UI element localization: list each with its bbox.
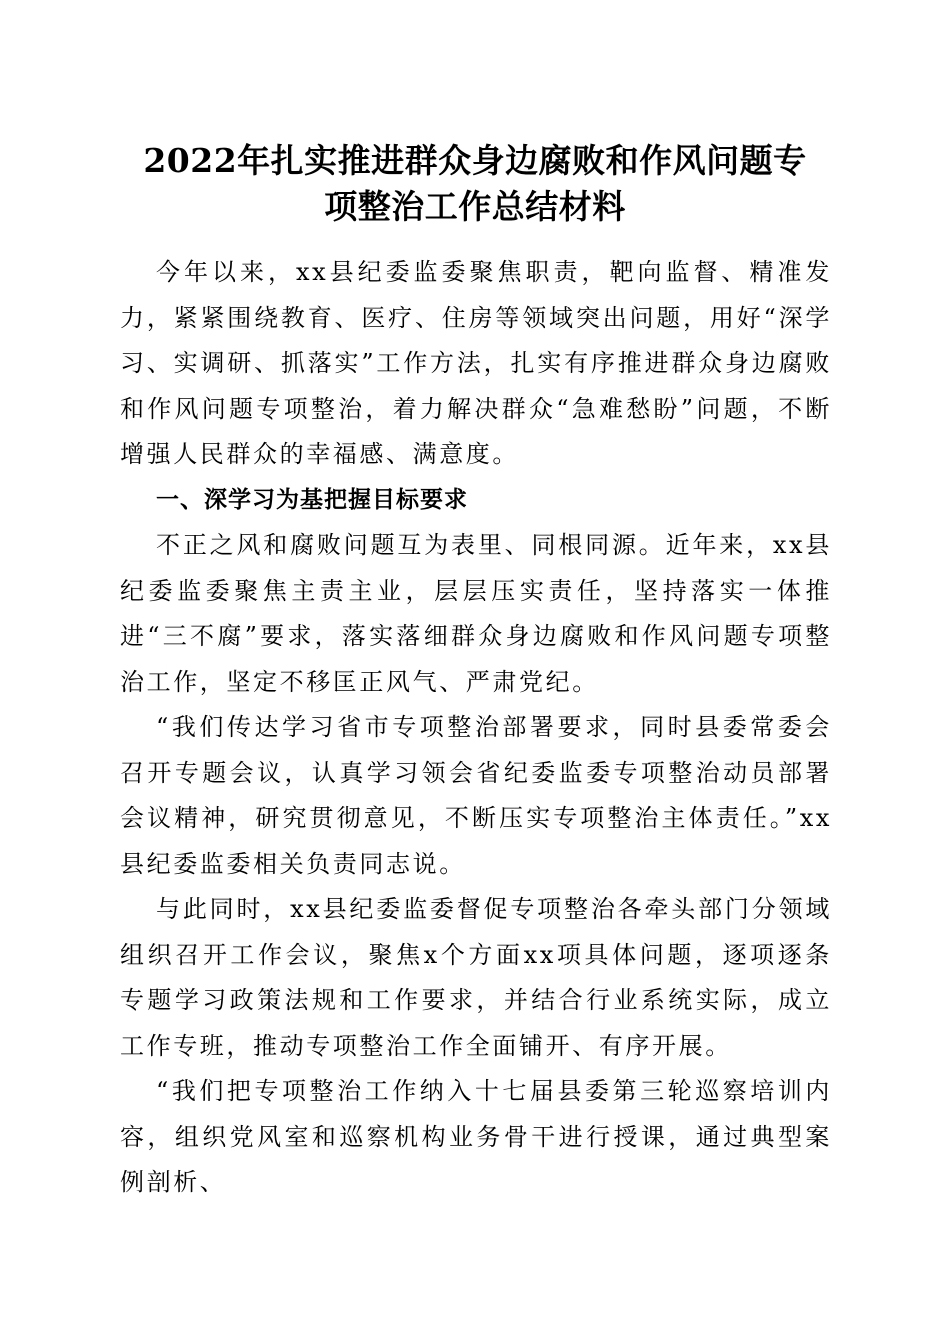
section-heading-1: 一、深学习为基把握目标要求 (156, 486, 468, 513)
quote-paragraph: “我们传达学习省市专项整治部署要求，同时县委常委会召开专题会议，认真学习领会省纪委监委专项整治动员部署会议精神，研究贯彻意见，不断压实专项整治主体责任。”xx县纪委监委相关负责同志说。 (120, 713, 832, 878)
body-paragraph: 与此同时，xx县纪委监委督促专项整治各牵头部门分领域组织召开工作会议，聚焦x个方面xx项具体问题，逐项逐条专题学习政策法规和工作要求，并结合行业系统实际，成立工作专班，推动专项整治工作全面铺开、有序开展。 (120, 895, 832, 1060)
title-line-1: 2022年扎实推进群众身边腐败和作风问题专 (143, 141, 807, 180)
title-line-2: 项整治工作总结材料 (324, 187, 626, 226)
intro-paragraph: 今年以来，xx县纪委监委聚焦职责，靶向监督、精准发力，紧紧围绕教育、医疗、住房等领域突出问题，用好“深学习、实调研、抓落实”工作方法，扎实有序推进群众身边腐败和作风问题专项整治，着力解决群众“急难愁盼”问题，不断增强人民群众的幸福感、满意度。 (120, 258, 832, 468)
document-title (120, 138, 830, 230)
quote-paragraph: “我们把专项整治工作纳入十七届县委第三轮巡察培训内容，组织党风室和巡察机构业务骨干进行授课，通过典型案例剖析、 (120, 1077, 832, 1196)
document-body (120, 250, 832, 1206)
body-paragraph: 不正之风和腐败问题互为表里、同根同源。近年来，xx县纪委监委聚焦主责主业，层层压实责任，坚持落实一体推进“三不腐”要求，落实落细群众身边腐败和作风问题专项整治工作，坚定不移匡正风气、严肃党纪。 (120, 531, 832, 696)
